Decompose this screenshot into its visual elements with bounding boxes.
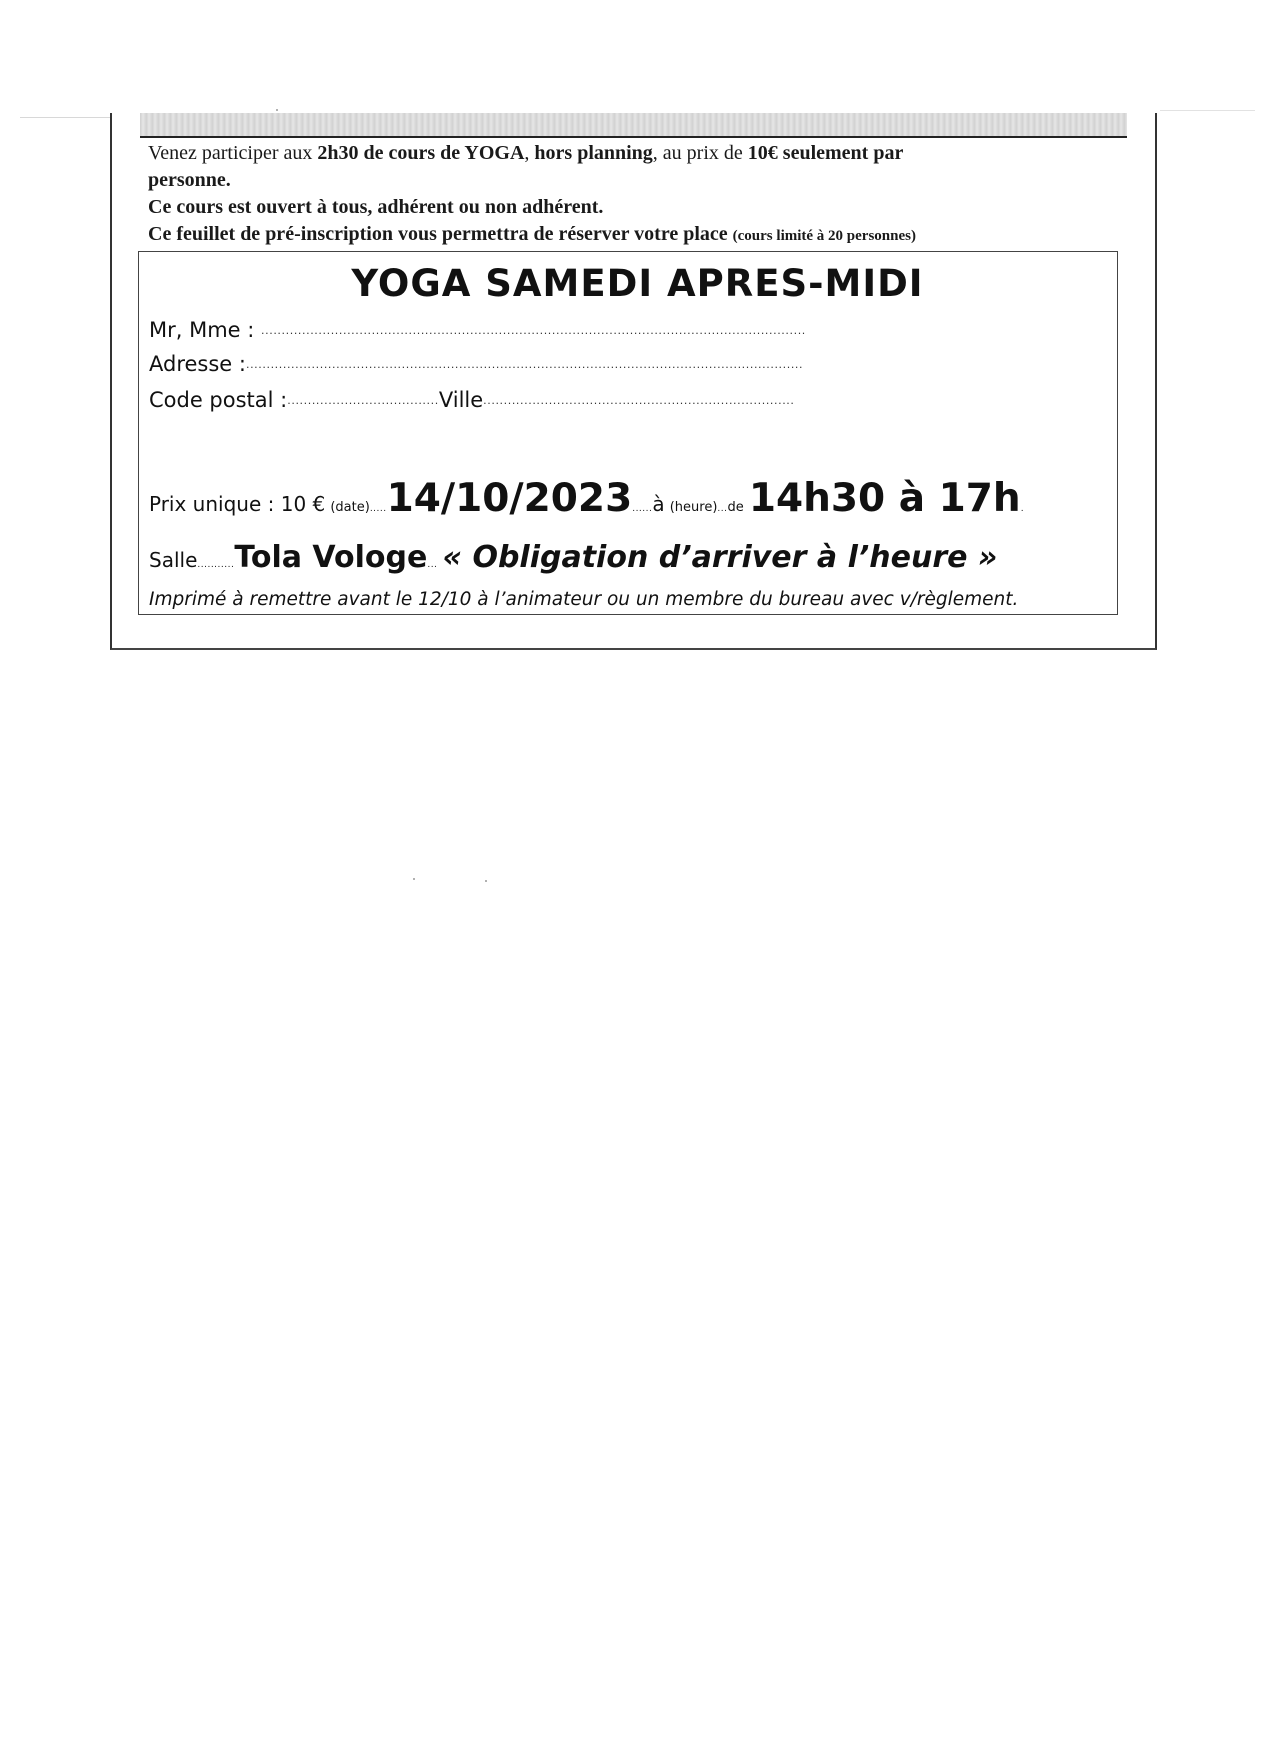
- postal-label: Code postal :: [149, 388, 288, 412]
- room-line: [149, 540, 997, 575]
- room-name: Tola Vologe: [234, 540, 428, 575]
- address-fill-line: ........................................................................................................................................: [245, 358, 804, 371]
- scan-speck: [276, 109, 278, 111]
- event-time: 14h30 à 17h: [748, 476, 1021, 521]
- price-label: Prix unique : 10 €: [149, 492, 326, 516]
- address-field[interactable]: [149, 352, 803, 376]
- at-leader-dots: ......: [632, 504, 653, 514]
- intro-text-segment: Venez participer aux: [148, 142, 318, 164]
- name-field[interactable]: [149, 318, 806, 342]
- event-details-line: [149, 476, 1024, 521]
- scan-speck: [485, 880, 487, 882]
- intro-reservation-text: Ce feuillet de pré-inscription vous permettra de réserver votre place: [148, 223, 728, 245]
- date-leader-dots: .....: [369, 504, 387, 514]
- postal-city-field[interactable]: [149, 388, 795, 412]
- intro-price: 10€ seulement par: [747, 142, 904, 164]
- event-date: 14/10/2023: [386, 476, 633, 521]
- scan-edge-right: [1160, 110, 1255, 111]
- time-leader-dots: ...: [717, 504, 728, 514]
- intro-text-segment: ,: [524, 142, 535, 164]
- date-hint: (date): [330, 500, 370, 515]
- at-label: à: [652, 492, 665, 516]
- time-hint: (heure): [669, 500, 718, 515]
- intro-off-schedule: hors planning: [534, 142, 653, 164]
- form-title: YOGA SAMEDI APRES-MIDI: [351, 262, 924, 305]
- from-label: de: [727, 500, 744, 515]
- intro-line-3: [148, 221, 1088, 250]
- flyer-header-strip: [140, 113, 1127, 137]
- intro-text: [148, 140, 1088, 250]
- address-label: Adresse :: [149, 352, 246, 376]
- intro-line-1-cont: personne.: [148, 169, 231, 191]
- intro-text-segment: , au prix de: [652, 142, 748, 164]
- intro-capacity-note: (cours limité à 20 personnes): [732, 228, 916, 244]
- room-trailing-dots: ...: [427, 560, 438, 570]
- postal-fill-line: .....................................: [287, 394, 439, 407]
- intro-line-1: [148, 140, 1088, 167]
- room-label: Salle: [149, 548, 198, 572]
- city-label: Ville: [438, 388, 484, 412]
- submission-footnote: Imprimé à remettre avant le 12/10 à l’animateur ou un membre du bureau avec v/règlement.: [149, 589, 1019, 610]
- scan-speck: [413, 878, 415, 880]
- intro-line-2: Ce cours est ouvert à tous, adhérent ou non adhérent.: [148, 196, 604, 218]
- name-fill-line: .....................................................................................................................................: [261, 324, 806, 337]
- flyer-header-rule: [140, 136, 1127, 138]
- room-leader-dots: ...........: [197, 560, 235, 570]
- punctuality-notice: « Obligation d’arriver à l’heure »: [442, 540, 998, 575]
- time-trailing-dot: .: [1020, 504, 1025, 514]
- intro-duration: 2h30 de cours de YOGA: [317, 142, 525, 164]
- name-label: Mr, Mme :: [149, 318, 255, 342]
- city-fill-line: ............................................................................: [483, 394, 795, 407]
- scan-edge-left: [20, 117, 112, 118]
